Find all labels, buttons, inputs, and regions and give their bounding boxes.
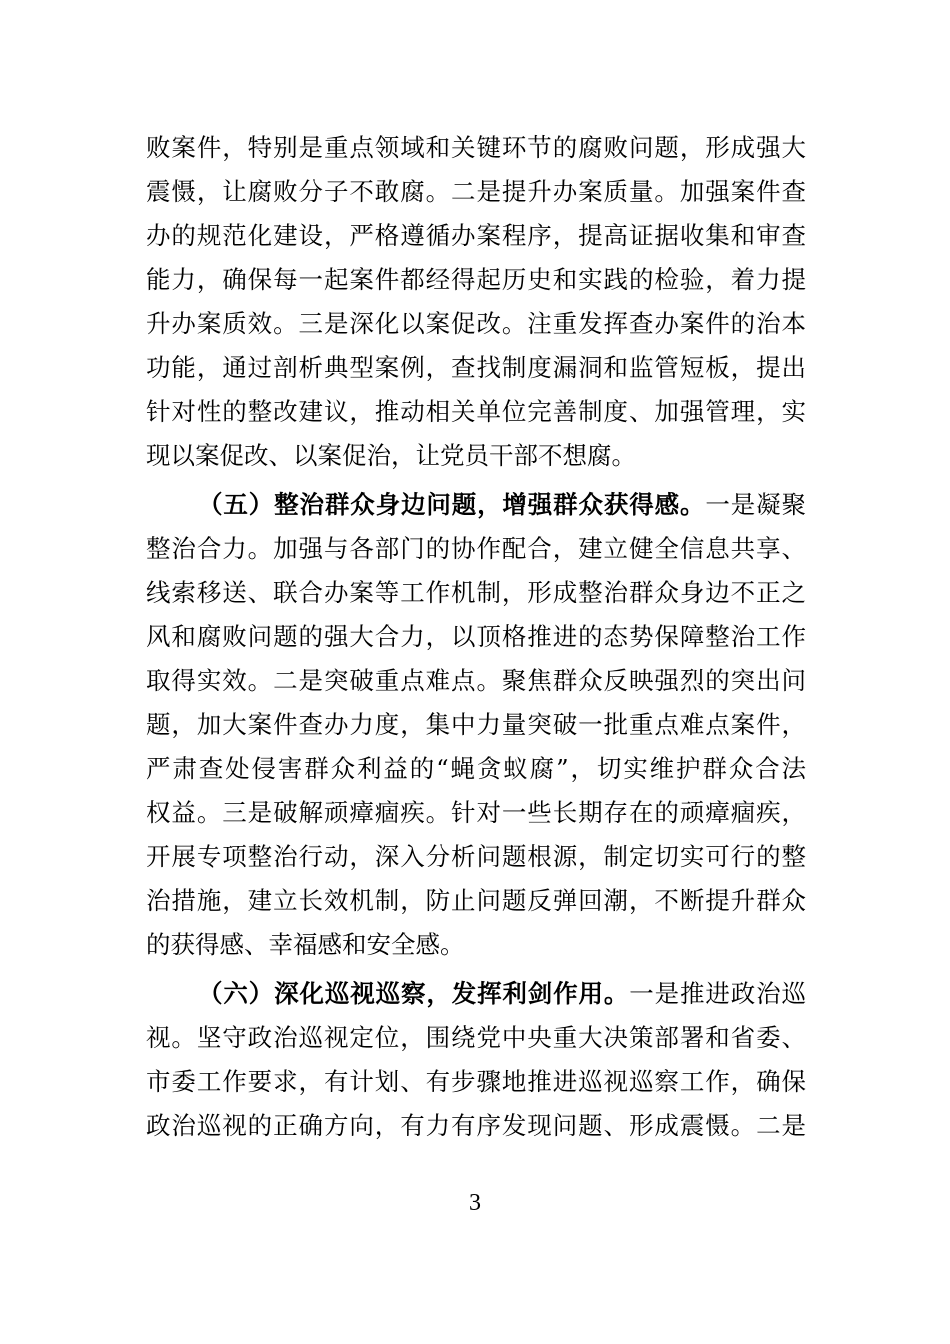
section-6-first-line: 一是推进政治巡 bbox=[629, 979, 806, 1008]
section-5-first-line: 一是凝聚 bbox=[705, 490, 806, 519]
paragraph-line: 视。坚守政治巡视定位，围绕党中央重大决策部署和省委、 bbox=[146, 1023, 806, 1052]
paragraph-line: 整治合力。加强与各部门的协作配合，建立健全信息共享、 bbox=[146, 534, 806, 563]
paragraph-line: 政治巡视的正确方向，有力有序发现问题、形成震慑。二是 bbox=[146, 1111, 806, 1140]
paragraph-line: 针对性的整改建议，推动相关单位完善制度、加强管理，实 bbox=[146, 397, 806, 426]
paragraph-line: 题，加大案件查办力度，集中力量突破一批重点难点案件， bbox=[146, 710, 806, 739]
paragraph-line: 现以案促改、以案促治，让党员干部不想腐。 bbox=[146, 441, 636, 470]
paragraph-line: 权益。三是破解顽瘴痼疾。针对一些长期存在的顽瘴痼疾， bbox=[146, 798, 806, 827]
section-5-heading: （五）整治群众身边问题，增强群众获得感。 bbox=[198, 490, 706, 519]
paragraph-line: 的获得感、幸福感和安全感。 bbox=[146, 930, 465, 959]
paragraph-line: 严肃查处侵害群众利益的“蝇贪蚁腐”，切实维护群众合法 bbox=[146, 754, 806, 783]
paragraph-line: 败案件，特别是重点领域和关键环节的腐败问题，形成强大 bbox=[146, 133, 806, 162]
paragraph-line: 线索移送、联合办案等工作机制，形成整治群众身边不正之 bbox=[146, 578, 806, 607]
page-number: 3 bbox=[469, 1190, 481, 1216]
paragraph-line: 取得实效。二是突破重点难点。聚焦群众反映强烈的突出问 bbox=[146, 666, 806, 695]
section-heading-line bbox=[198, 974, 806, 1014]
paragraph-line: 震慑，让腐败分子不敢腐。二是提升办案质量。加强案件查 bbox=[146, 177, 806, 206]
paragraph-line: 功能，通过剖析典型案例，查找制度漏洞和监管短板，提出 bbox=[146, 353, 806, 382]
section-6-heading: （六）深化巡视巡察，发挥利剑作用。 bbox=[198, 979, 630, 1008]
paragraph-line: 升办案质效。三是深化以案促改。注重发挥查办案件的治本 bbox=[146, 309, 806, 338]
paragraph-line: 市委工作要求，有计划、有步骤地推进巡视巡察工作，确保 bbox=[146, 1067, 806, 1096]
paragraph-line: 开展专项整治行动，深入分析问题根源，制定切实可行的整 bbox=[146, 842, 806, 871]
paragraph-line: 治措施，建立长效机制，防止问题反弹回潮，不断提升群众 bbox=[146, 886, 806, 915]
section-heading-line bbox=[198, 485, 806, 525]
paragraph-line: 办的规范化建设，严格遵循办案程序，提高证据收集和审查 bbox=[146, 221, 806, 250]
paragraph-line: 能力，确保每一起案件都经得起历史和实践的检验，着力提 bbox=[146, 265, 806, 294]
paragraph-line: 风和腐败问题的强大合力，以顶格推进的态势保障整治工作 bbox=[146, 622, 806, 651]
